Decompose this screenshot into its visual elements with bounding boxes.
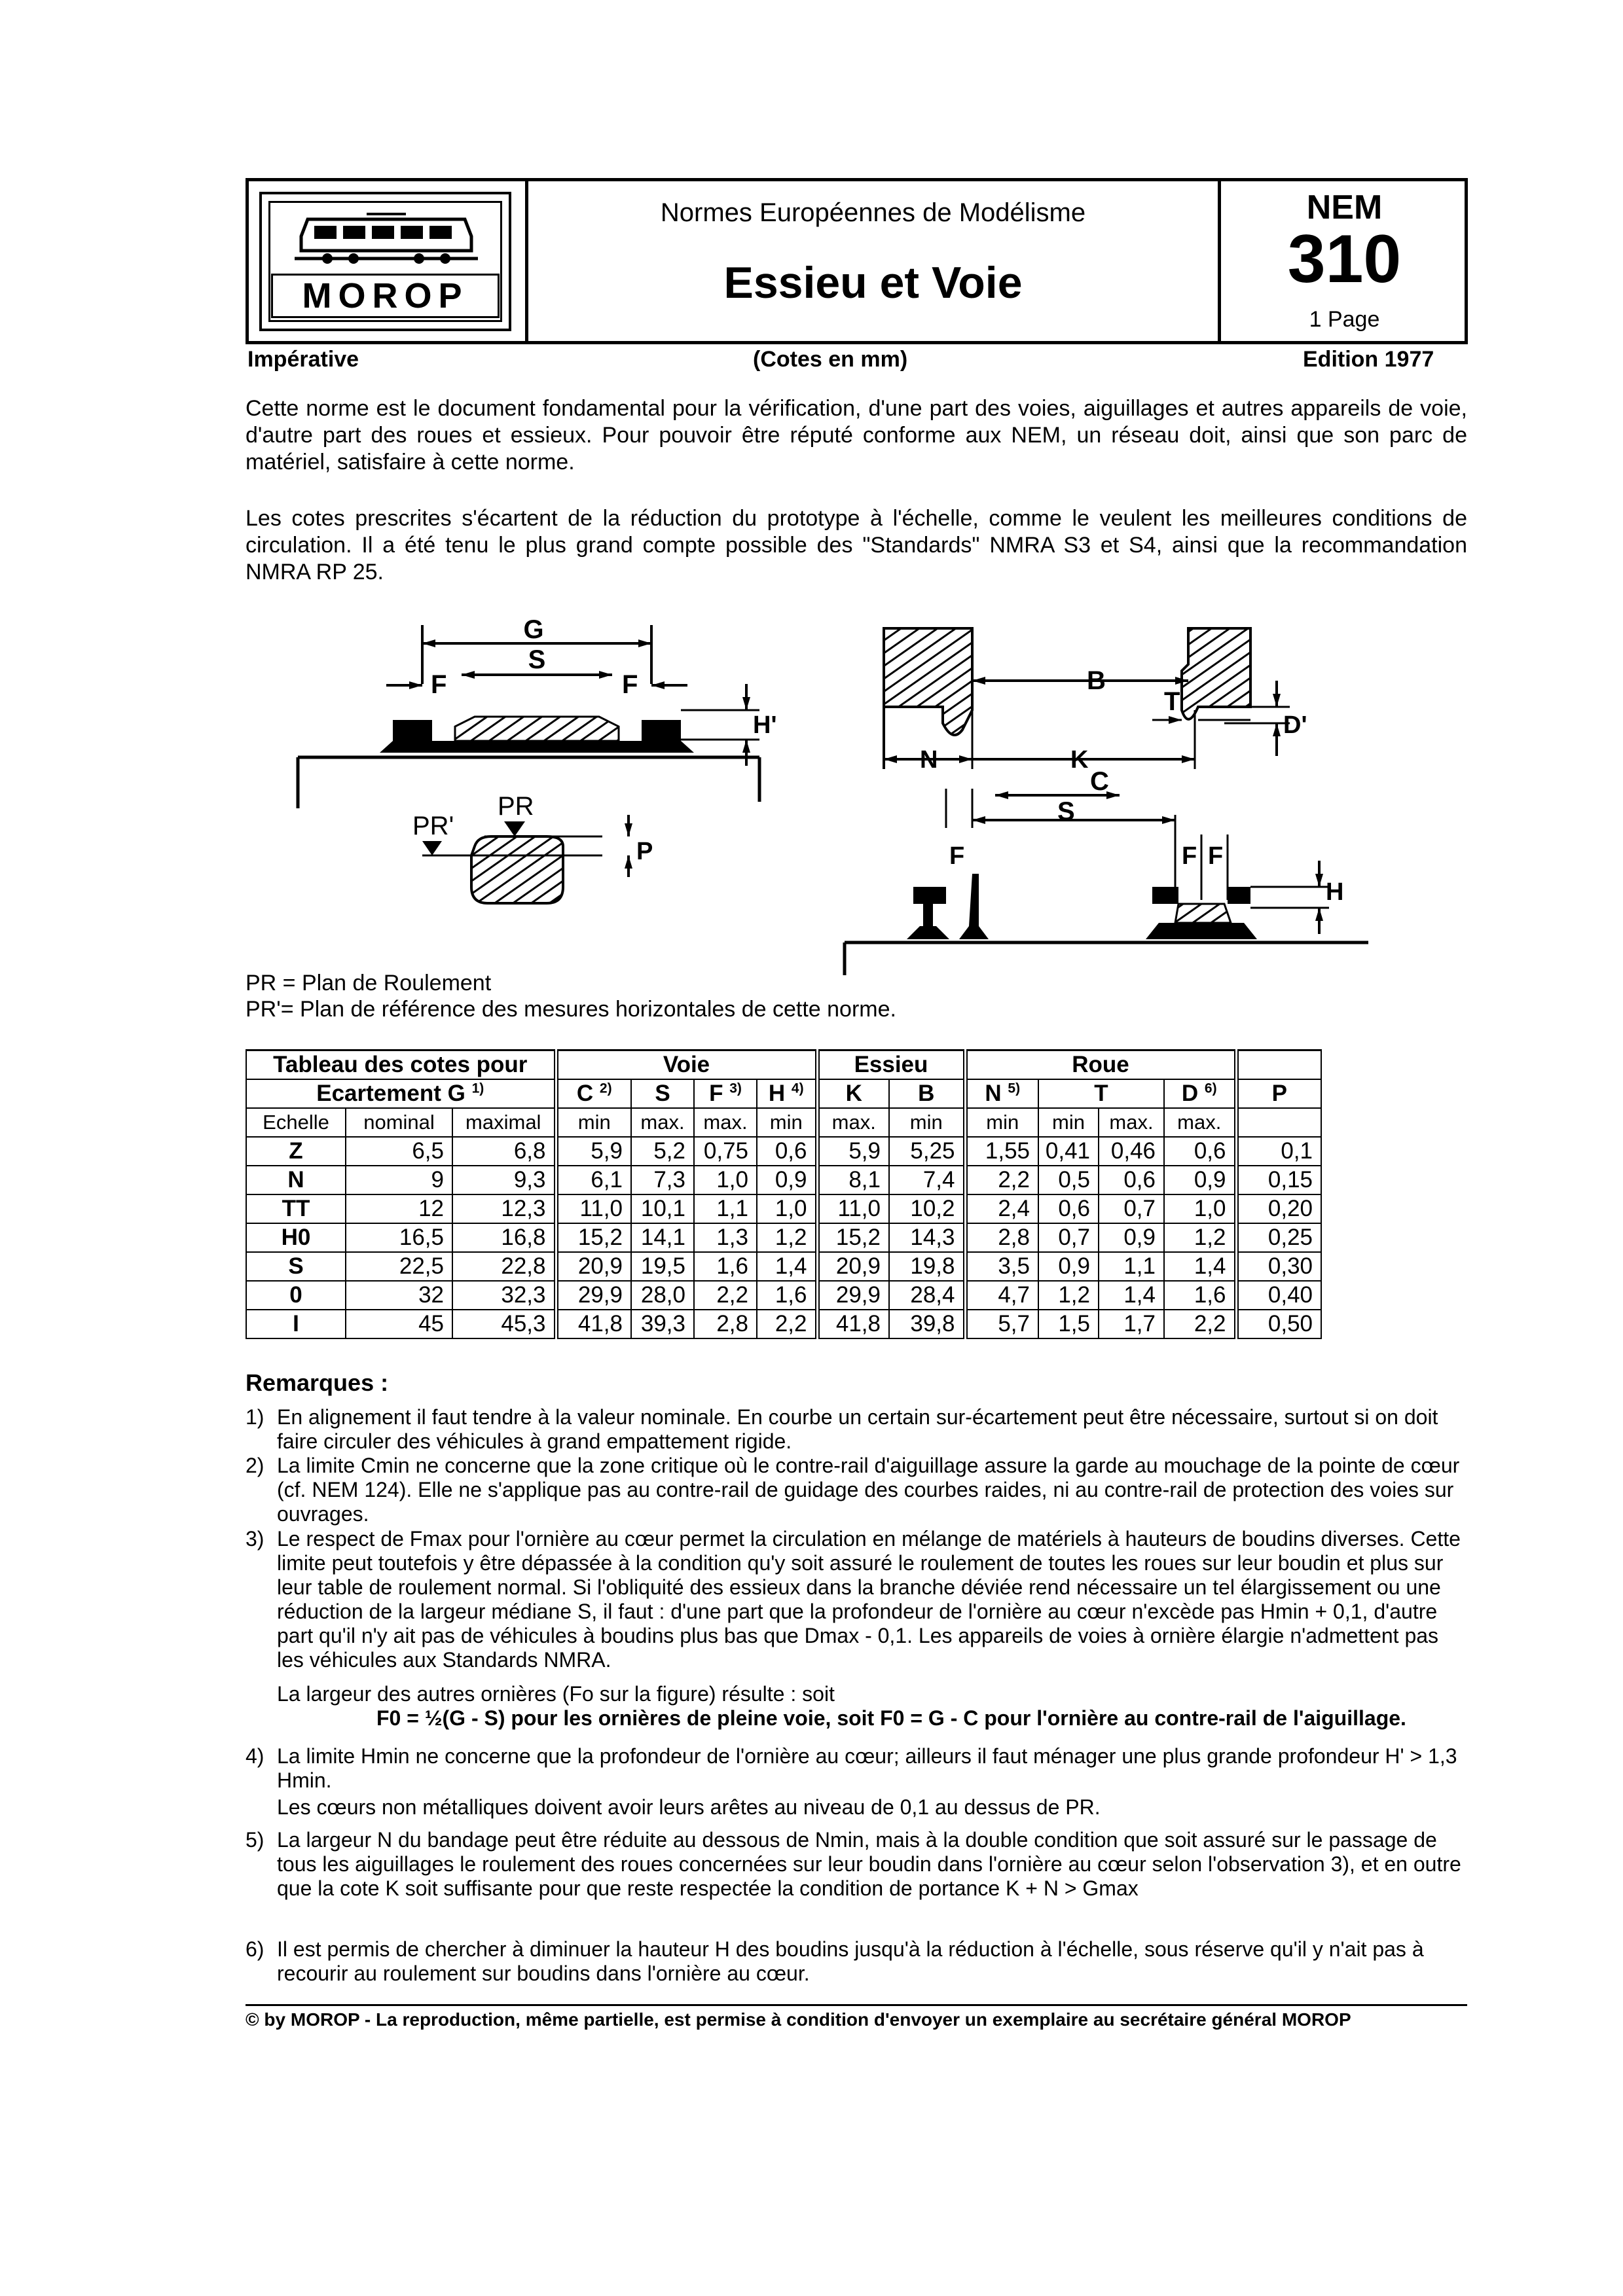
remark-number: 5) — [246, 1828, 264, 1852]
subhead-cell: max. — [694, 1108, 757, 1137]
remark-formula: F0 = ½(G - S) pour les ornières de pleine voie, soit F0 = G - C pour l'ornière au contre-rail de l'aiguillage. — [376, 1706, 1406, 1730]
gauge-dimensions-table — [246, 1049, 1322, 1339]
value-cell: 11,0 — [556, 1194, 631, 1223]
value-cell: 9,3 — [452, 1166, 556, 1194]
morop-logo — [259, 192, 511, 331]
label-n: N — [920, 746, 938, 774]
value-cell: 15,2 — [817, 1223, 889, 1252]
remark-text: La limite Hmin ne concerne que la profondeur de l'ornière au cœur; ailleurs il faut ménager une plus grande profondeur H' > 1,3 Hmin. — [277, 1744, 1457, 1792]
remark-text: Le respect de Fmax pour l'ornière au cœur permet la circulation en mélange de matériels à hauteurs de boudins diverses. Cette limite peut toutefois y être dépassée à la condition qu'y soit assuré le roulement de toutes les roues sur leur boudin et plus sur leur table de roulement normal. Si l'obliquité des essieux dans la branche déviée rend nécessaire un tel élargissement ou une réduction de la largeur médiane S, il faut : d'une part que la profondeur de l'ornière au cœur n'excède pas Hmin + 0,1, d'autre part qu'il n'y ait pas de véhicules à boudins plus bas que Dmax - 0,1. Les appareils de voies à ornière élargie n'admettent pas les véhicules aux Standards NMRA. — [277, 1527, 1461, 1672]
subhead-cell: min — [889, 1108, 965, 1137]
remark-number: 2) — [246, 1454, 264, 1477]
value-cell: 9 — [346, 1166, 452, 1194]
scale-cell: TT — [246, 1194, 346, 1223]
subhead-cell: max. — [631, 1108, 694, 1137]
value-cell: 12 — [346, 1194, 452, 1223]
value-cell: 1,7 — [1099, 1310, 1164, 1338]
footer-divider — [246, 2004, 1467, 2006]
value-cell: 0,75 — [694, 1137, 757, 1166]
value-cell: 28,0 — [631, 1281, 694, 1310]
label-b: B — [1087, 666, 1106, 695]
col-p: P — [1236, 1079, 1321, 1108]
remark-text: En alignement il faut tendre à la valeur nominale. En courbe un certain sur-écartement peut être nécessaire, surtout si on doit faire circuler des véhicules à grand empattement rigide. — [277, 1405, 1438, 1453]
group-roue: Roue — [965, 1050, 1236, 1079]
value-cell: 29,9 — [817, 1281, 889, 1310]
col-t: T — [1038, 1079, 1164, 1108]
table-row — [246, 1310, 1321, 1338]
value-cell: 1,1 — [1099, 1252, 1164, 1281]
page-count: 1 Page — [1309, 307, 1380, 332]
value-cell: 1,2 — [757, 1223, 817, 1252]
table-subhead-row — [246, 1108, 1321, 1137]
value-cell: 1,4 — [1099, 1281, 1164, 1310]
value-cell: 6,5 — [346, 1137, 452, 1166]
units-label: (Cotes en mm) — [753, 347, 908, 372]
value-cell: 14,1 — [631, 1223, 694, 1252]
col-n: N $^{5)}$ — [965, 1079, 1038, 1108]
remark-extra: La largeur des autres ornières (Fo sur la figure) résulte : soit — [277, 1682, 835, 1706]
track-gauge-figure — [288, 612, 786, 952]
value-cell: 1,2 — [1164, 1223, 1236, 1252]
value-cell: 15,2 — [556, 1223, 631, 1252]
table-row — [246, 1166, 1321, 1194]
value-cell: 1,1 — [694, 1194, 757, 1223]
label-pr-prime: PR' — [412, 812, 454, 840]
label-g: G — [523, 615, 544, 644]
value-cell: 5,7 — [965, 1310, 1038, 1338]
remark-text: La limite Cmin ne concerne que la zone critique où le contre-rail d'aiguillage assure la garde au mouchage de la pointe de cœur (cf. NEM 124). Elle ne s'applique pas au contre-rail de guidage des courbes raides, ni au contre-rail de protection des voies sur ouvrages. — [277, 1454, 1460, 1526]
value-cell: 0,46 — [1099, 1137, 1164, 1166]
remark-number: 1) — [246, 1405, 264, 1429]
label-f-1: F — [1182, 842, 1197, 870]
subhead-cell: maximal — [452, 1108, 556, 1137]
remark-2 — [246, 1454, 1467, 1526]
table-body — [246, 1137, 1321, 1338]
value-cell: 0,30 — [1236, 1252, 1321, 1281]
remark-extra: Les cœurs non métalliques doivent avoir leurs arêtes au niveau de 0,1 au dessus de PR. — [277, 1795, 1101, 1819]
value-cell: 1,6 — [1164, 1281, 1236, 1310]
label-k: K — [1070, 746, 1089, 774]
value-cell: 10,1 — [631, 1194, 694, 1223]
remark-number: 4) — [246, 1744, 264, 1768]
table-row — [246, 1252, 1321, 1281]
intro-paragraph-1: Cette norme est le document fondamental pour la vérification, d'une part des voies, aiguillages et autres appareils de voie, d'autre part des roues et essieux. Pour pouvoir être réputé conforme aux NEM, un réseau doit, ainsi que son parc de matériel, satisfaire à cette norme. — [246, 396, 1467, 475]
value-cell: 2,2 — [694, 1281, 757, 1310]
scale-cell: N — [246, 1166, 346, 1194]
value-cell: 20,9 — [817, 1252, 889, 1281]
subhead-cell: Echelle — [246, 1108, 346, 1137]
value-cell: 1,4 — [757, 1252, 817, 1281]
value-cell: 4,7 — [965, 1281, 1038, 1310]
subhead-cell: max. — [817, 1108, 889, 1137]
value-cell: 19,5 — [631, 1252, 694, 1281]
label-c: C — [1090, 767, 1109, 796]
value-cell: 22,5 — [346, 1252, 452, 1281]
value-cell: 1,6 — [694, 1252, 757, 1281]
col-h: H $^{4)}$ — [757, 1079, 817, 1108]
value-cell: 11,0 — [817, 1194, 889, 1223]
value-cell: 16,8 — [452, 1223, 556, 1252]
value-cell: 29,9 — [556, 1281, 631, 1310]
remark-1 — [246, 1405, 1467, 1454]
remark-4 — [246, 1744, 1467, 1821]
value-cell: 16,5 — [346, 1223, 452, 1252]
value-cell: 32,3 — [452, 1281, 556, 1310]
table-row — [246, 1194, 1321, 1223]
value-cell: 41,8 — [556, 1310, 631, 1338]
scale-cell: 0 — [246, 1281, 346, 1310]
legend-pr-prime: PR'= Plan de référence des mesures horizontales de cette norme. — [246, 997, 896, 1022]
subhead-cell: min — [1038, 1108, 1099, 1137]
remark-number: 3) — [246, 1527, 264, 1551]
table-row — [246, 1281, 1321, 1310]
status-label: Impérative — [247, 347, 359, 372]
remark-6 — [246, 1937, 1467, 1986]
label-h: H — [1326, 878, 1344, 906]
subhead-cell: nominal — [346, 1108, 452, 1137]
wheel-rail-figure — [831, 612, 1395, 978]
col-s: S — [631, 1079, 694, 1108]
subhead-cell — [1236, 1108, 1321, 1137]
value-cell: 0,6 — [1164, 1137, 1236, 1166]
value-cell: 0,41 — [1038, 1137, 1099, 1166]
subhead-cell: min — [556, 1108, 631, 1137]
logo-cell — [249, 181, 528, 341]
value-cell: 1,3 — [694, 1223, 757, 1252]
label-pr: PR — [498, 792, 534, 821]
value-cell: 0,9 — [1164, 1166, 1236, 1194]
value-cell: 0,1 — [1236, 1137, 1321, 1166]
table-row — [246, 1223, 1321, 1252]
table-column-row — [246, 1079, 1321, 1108]
scale-cell: Z — [246, 1137, 346, 1166]
remarks-heading: Remarques : — [246, 1369, 389, 1396]
subhead-cell: min — [965, 1108, 1038, 1137]
document-header — [246, 178, 1468, 344]
group-essieu: Essieu — [817, 1050, 965, 1079]
edition-label: Edition 1977 — [1303, 347, 1434, 372]
value-cell: 1,4 — [1164, 1252, 1236, 1281]
remark-3 — [246, 1527, 1467, 1738]
logo-wordmark: MOROP — [271, 274, 500, 318]
value-cell: 39,3 — [631, 1310, 694, 1338]
value-cell: 0,40 — [1236, 1281, 1321, 1310]
value-cell: 6,8 — [452, 1137, 556, 1166]
subhead-cell: max. — [1099, 1108, 1164, 1137]
value-cell: 0,25 — [1236, 1223, 1321, 1252]
value-cell: 1,0 — [1164, 1194, 1236, 1223]
label-f0-left: F — [431, 670, 447, 699]
value-cell: 0,9 — [1099, 1223, 1164, 1252]
value-cell: 0,50 — [1236, 1310, 1321, 1338]
col-k: K — [817, 1079, 889, 1108]
label-s2: S — [1057, 797, 1075, 826]
value-cell: 0,15 — [1236, 1166, 1321, 1194]
col-d: D $^{6)}$ — [1164, 1079, 1236, 1108]
col-b: B — [889, 1079, 965, 1108]
value-cell: 7,3 — [631, 1166, 694, 1194]
value-cell: 1,55 — [965, 1137, 1038, 1166]
intro-paragraph-2: Les cotes prescrites s'écartent de la réduction du prototype à l'échelle, comme le veulent les meilleures conditions de circulation. Il a été tenu le plus grand compte possible des "Standards" NMRA S3 et S4, ainsi que la recommandation NMRA RP 25. — [246, 506, 1467, 584]
value-cell: 0,5 — [1038, 1166, 1099, 1194]
remark-5 — [246, 1828, 1467, 1925]
label-f-2: F — [1208, 842, 1224, 870]
value-cell: 2,2 — [965, 1166, 1038, 1194]
value-cell: 1,6 — [757, 1281, 817, 1310]
label-s: S — [528, 645, 546, 674]
subhead-cell: max. — [1164, 1108, 1236, 1137]
value-cell: 2,2 — [1164, 1310, 1236, 1338]
remark-number: 6) — [246, 1937, 264, 1961]
locomotive-icon — [288, 210, 484, 269]
nem-label: NEM — [1306, 188, 1383, 226]
value-cell: 1,5 — [1038, 1310, 1099, 1338]
value-cell: 1,0 — [694, 1166, 757, 1194]
value-cell: 0,7 — [1038, 1223, 1099, 1252]
group-voie: Voie — [556, 1050, 817, 1079]
value-cell: 6,1 — [556, 1166, 631, 1194]
value-cell: 2,8 — [694, 1310, 757, 1338]
legend-pr: PR = Plan de Roulement — [246, 971, 492, 996]
label-t: T — [1164, 687, 1180, 716]
value-cell: 0,20 — [1236, 1194, 1321, 1223]
value-cell: 12,3 — [452, 1194, 556, 1223]
label-f0: F — [949, 842, 965, 870]
value-cell: 20,9 — [556, 1252, 631, 1281]
table-title: Tableau des cotes pour — [246, 1050, 556, 1079]
value-cell: 1,0 — [757, 1194, 817, 1223]
value-cell: 5,9 — [817, 1137, 889, 1166]
label-f0-right: F — [622, 670, 638, 699]
table-group-row — [246, 1050, 1321, 1079]
value-cell: 45 — [346, 1310, 452, 1338]
value-cell: 28,4 — [889, 1281, 965, 1310]
value-cell: 22,8 — [452, 1252, 556, 1281]
value-cell: 5,2 — [631, 1137, 694, 1166]
subhead-cell: min — [757, 1108, 817, 1137]
value-cell: 32 — [346, 1281, 452, 1310]
copyright-footer: © by MOROP - La reproduction, même partielle, est permise à condition d'envoyer un exemplaire au secrétaire général MOROP — [246, 2009, 1351, 2030]
value-cell: 41,8 — [817, 1310, 889, 1338]
value-cell: 0,9 — [757, 1166, 817, 1194]
value-cell: 0,7 — [1099, 1194, 1164, 1223]
table-row — [246, 1137, 1321, 1166]
value-cell: 5,9 — [556, 1137, 631, 1166]
table-title-2: Ecartement G $^{1)}$ — [246, 1079, 556, 1108]
value-cell: 1,2 — [1038, 1281, 1099, 1310]
value-cell: 14,3 — [889, 1223, 965, 1252]
value-cell: 0,6 — [1099, 1166, 1164, 1194]
value-cell: 0,9 — [1038, 1252, 1099, 1281]
value-cell: 0,6 — [757, 1137, 817, 1166]
col-f: F $^{3)}$ — [694, 1079, 757, 1108]
label-d-prime: D' — [1283, 711, 1307, 739]
scale-cell: I — [246, 1310, 346, 1338]
scale-cell: S — [246, 1252, 346, 1281]
nem-cell — [1218, 181, 1468, 341]
remark-text: La largeur N du bandage peut être réduite au dessous de Nmin, mais à la double condition que soit assuré sur le passage de tous les aiguillages le roulement des roues concernées sur leur boudin dans l'ornière au cœur selon l'observation 3), et en outre que la cote K soit suffisante pour que reste respectée la condition de portance K + N > Gmax — [277, 1828, 1461, 1900]
nem-number: 310 — [1287, 221, 1402, 297]
label-h-prime: H' — [753, 711, 777, 739]
value-cell: 5,25 — [889, 1137, 965, 1166]
value-cell: 8,1 — [817, 1166, 889, 1194]
remark-text: Il est permis de chercher à diminuer la hauteur H des boudins jusqu'à la réduction à l'échelle, sous réserve qu'il y n'ait pas à recourir au roulement sur boudins dans l'ornière au cœur. — [277, 1937, 1424, 1985]
value-cell: 39,8 — [889, 1310, 965, 1338]
group-empty — [1236, 1050, 1321, 1079]
value-cell: 0,6 — [1038, 1194, 1099, 1223]
value-cell: 2,2 — [757, 1310, 817, 1338]
value-cell: 3,5 — [965, 1252, 1038, 1281]
value-cell: 2,4 — [965, 1194, 1038, 1223]
col-c: C $^{2)}$ — [556, 1079, 631, 1108]
value-cell: 19,8 — [889, 1252, 965, 1281]
value-cell: 10,2 — [889, 1194, 965, 1223]
value-cell: 45,3 — [452, 1310, 556, 1338]
value-cell: 2,8 — [965, 1223, 1038, 1252]
label-p: P — [636, 838, 653, 865]
document-title: Essieu et Voie — [723, 258, 1023, 308]
scale-cell: H0 — [246, 1223, 346, 1252]
value-cell: 7,4 — [889, 1166, 965, 1194]
organization-name: Normes Européennes de Modélisme — [660, 198, 1086, 227]
